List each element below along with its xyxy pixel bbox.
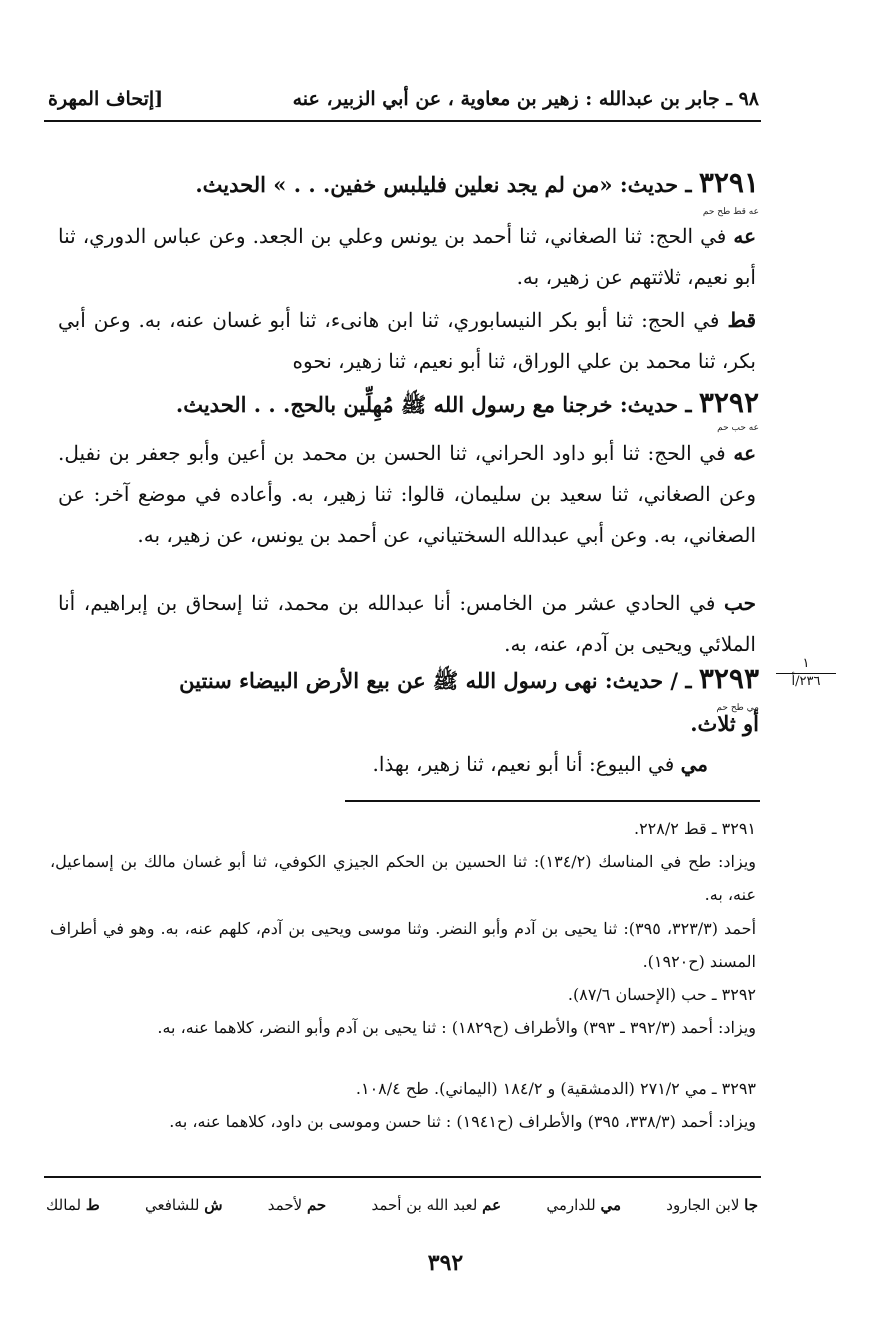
source-siglum: مي	[680, 752, 708, 776]
footnote-rule	[345, 800, 760, 802]
hadith-3293-para-1	[58, 744, 708, 785]
header-rule	[44, 120, 761, 122]
abbreviation-key: عم	[482, 1196, 502, 1214]
abbreviation-entry	[46, 1196, 100, 1214]
hadith-number: ٣٢٩٣	[698, 662, 759, 695]
hadith-3293-heading-cont: أو ثلاث.	[690, 711, 759, 736]
para-text: في الحج: ثنا أبو بكر النيسابوري، ثنا ابن هانىء، ثنا أبو غسان عنه، به. وعن أبي بكر، ثنا محمد بن علي الوراق، ثنا أبو نعيم، ثنا زهير، نحوه	[58, 308, 756, 373]
margin-folio-reference	[776, 656, 836, 690]
hadith-3291-heading	[195, 166, 759, 199]
abbreviation-value: لأحمد	[267, 1196, 303, 1214]
hadith-number: ٣٢٩١	[698, 166, 759, 199]
abbreviation-entry	[145, 1196, 223, 1214]
abbreviation-value: للشافعي	[145, 1196, 200, 1214]
footnote-3291-ref: ٣٢٩١ ـ قط ٢٢٨/٢.	[633, 819, 756, 838]
abbreviation-key: حم	[306, 1196, 327, 1214]
footnote-3292-extra: ويزاد: أحمد (٣٩٢/٣ ـ ٣٩٣) والأطراف (ح١٨٢٩) : ثنا يحيى بن آدم وأبو النضر، كلاهما عنه، به.	[157, 1018, 756, 1037]
hadith-3292-para-2	[58, 583, 756, 665]
hadith-3291-para-2	[58, 300, 756, 382]
footnote-3293-extra: ويزاد: أحمد (٣٣٨/٣، ٣٩٥) والأطراف (ح١٩٤١) : ثنا حسن وموسى بن داود، كلاهما عنه، به.	[169, 1112, 756, 1131]
abbreviations-rule	[44, 1176, 761, 1178]
abbreviation-entry	[666, 1196, 758, 1214]
page-number: ٣٩٢	[427, 1250, 464, 1276]
abbreviation-value: للدارمي	[546, 1196, 596, 1214]
abbreviation-key: ط	[85, 1196, 100, 1214]
abbreviation-entry	[546, 1196, 621, 1214]
abbreviation-value: لمالك	[46, 1196, 82, 1214]
source-siglum: عه	[733, 224, 756, 248]
hadith-3291-para-1	[58, 216, 756, 298]
footnote-3293-ref: ٣٢٩٣ ـ مي ٢٧١/٢ (الدمشقية) و ١٨٤/٢ (اليماني). طح ١٠٨/٤.	[355, 1079, 756, 1098]
abbreviation-key: ش	[204, 1196, 223, 1214]
abbreviation-value: لابن الجارود	[666, 1196, 740, 1214]
hadith-text: ـ حديث: «من لم يجد نعلين فليلبس خفين. . . » الحديث.	[195, 172, 699, 197]
running-header-book: [إتحاف المهرة	[48, 88, 164, 110]
source-siglum: قط	[727, 308, 756, 332]
abbreviation-value: لعبد الله بن أحمد	[371, 1196, 478, 1214]
abbreviation-key: مي	[600, 1196, 622, 1214]
hadith-3292-sigla: عه حب حم	[717, 423, 759, 433]
margin-ref-top: ١	[776, 656, 836, 674]
para-text: في الحج: ثنا أبو داود الحراني، ثنا الحسن بن محمد بن أعين وأبو جعفر بن نفيل. وعن الصغاني، ثنا سعيد بن سليمان، قالوا: ثنا زهير، به. وأعاده في موضع آخر: عن الصغاني، به. وعن أبي عبدالله السختياني، عن أحمد بن يونس، عن زهير، به.	[58, 441, 756, 547]
footnote-3291-extra-1: ويزاد: طح في المناسك (١٣٤/٢): ثنا الحسين بن الحكم الجيزي الكوفي، ثنا أبو غسان مالك بن إسماعيل، عنه، به.	[50, 852, 757, 904]
hadith-text: ـ حديث: خرجنا مع رسول الله ﷺ مُهِلِّين بالحج. . . الحديث.	[175, 392, 699, 417]
source-siglum: حب	[723, 591, 756, 615]
abbreviations-key	[46, 1196, 758, 1214]
hadith-3293-sigla: مي طح حم	[716, 703, 759, 713]
footnote-3292-ref: ٣٢٩٢ ـ حب (الإحسان ٨٧/٦).	[567, 985, 756, 1004]
abbreviation-key: جا	[744, 1196, 758, 1214]
para-text: في الحج: ثنا الصغاني، ثنا أحمد بن يونس وعلي بن الجعد. وعن عباس الدوري، ثنا أبو نعيم، ثلاثتهم عن زهير، به.	[58, 224, 756, 289]
hadith-number: ٣٢٩٢	[698, 386, 759, 419]
footnote-3291-extra-2: أحمد (٣٢٣/٣، ٣٩٥): ثنا يحيى بن آدم وأبو النضر. وثنا موسى ويحيى بن آدم، كلهم عنه، به. وهو في أطراف المسند (ح١٩٢٠).	[50, 919, 757, 971]
para-text: في الحادي عشر من الخامس: أنا عبدالله بن محمد، ثنا إسحاق بن إبراهيم، أنا الملائي ويحيى بن آدم، عنه، به.	[58, 591, 756, 656]
hadith-3292-heading	[176, 386, 759, 423]
abbreviation-entry	[371, 1196, 501, 1214]
para-text: في البيوع: أنا أبو نعيم، ثنا زهير، بهذا.	[372, 752, 681, 776]
hadith-3293-heading	[179, 662, 759, 699]
margin-ref-bottom: ٢٣٦/أ	[791, 674, 821, 689]
abbreviation-entry	[268, 1196, 326, 1214]
hadith-3292-para-1	[58, 433, 756, 556]
running-header-title: ٩٨ ـ جابر بن عبدالله : زهير بن معاوية ، عن أبي الزبير، عنه	[292, 88, 759, 110]
hadith-3291-sigla: عه قط طح حم	[702, 207, 759, 217]
source-siglum: عه	[733, 441, 756, 465]
hadith-text: ـ / حديث: نهى رسول الله ﷺ عن بيع الأرض البيضاء سنتين	[179, 668, 699, 693]
